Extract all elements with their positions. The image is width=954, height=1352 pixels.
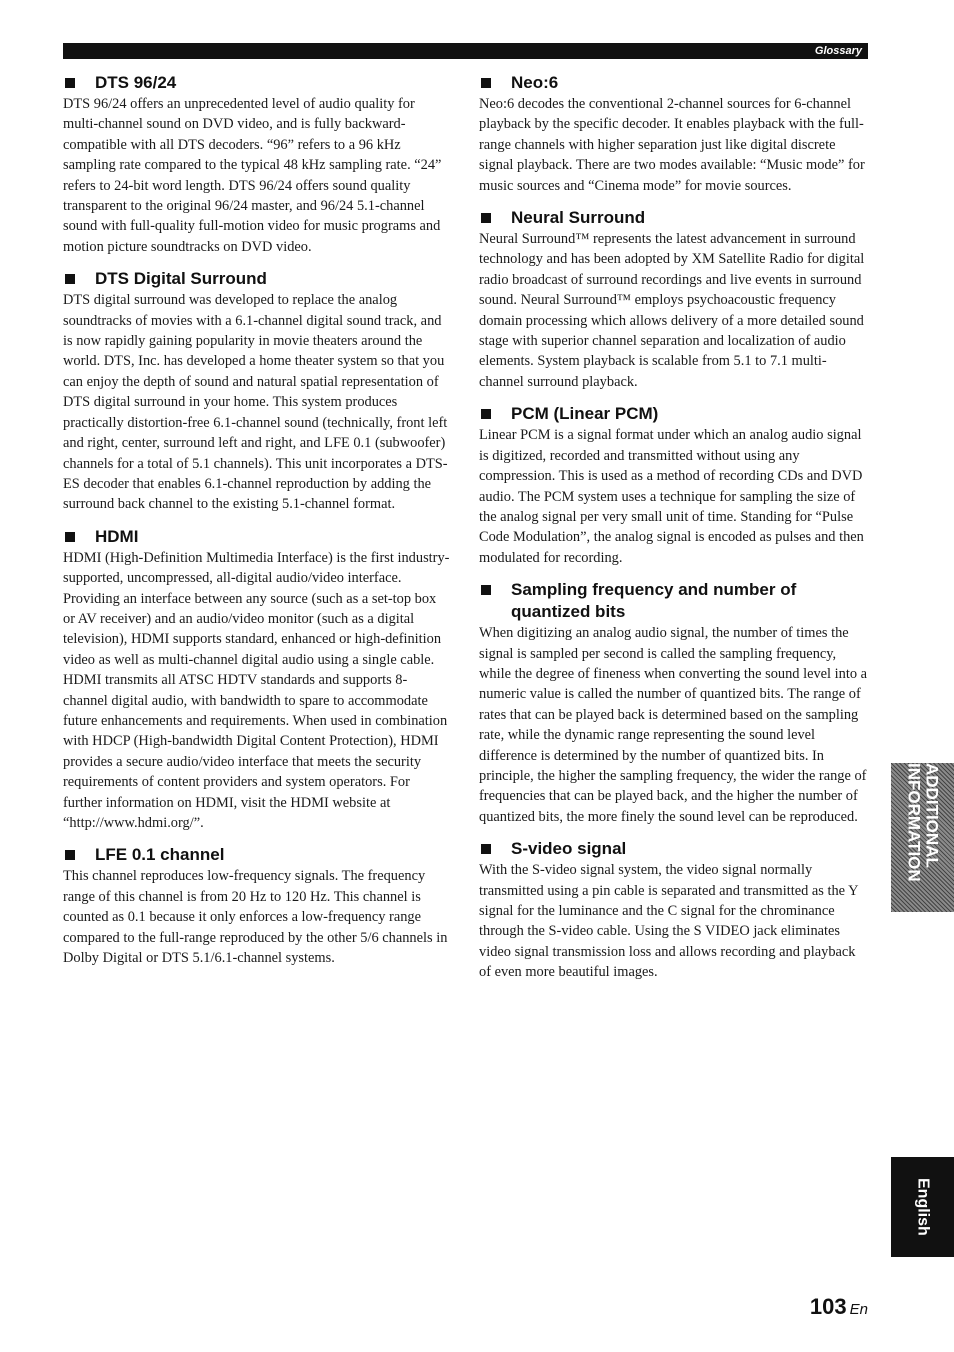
entry-title: Neural Surround: [479, 207, 868, 229]
glossary-entry-sampling-frequency: [479, 579, 868, 827]
glossary-entry-dts-digital-surround: [63, 268, 451, 514]
right-column: [479, 72, 868, 994]
entry-title: DTS 96/24: [63, 72, 451, 94]
entry-body: DTS digital surround was developed to replace the analog soundtracks of movies with a 6.1-channel digital sound track, and is now rapidly gaining popularity in movie theaters around the world. DTS, Inc. has developed a home theater system so that you can enjoy the depth of sound and natural spatial representation of DTS digital surround in your home. This system produces practically distortion-free 6.1-channel sound (technically, front left and right, center, surround left and right, and LFE 0.1 (subwoofer) channels for a total of 5.1 channels). This unit incorporates a DTS-ES decoder that enables 6.1-channel reproduction by adding the surround back channel to the existing 5.1-channel format.: [63, 292, 448, 513]
glossary-entry-pcm: [479, 403, 868, 568]
entry-body: When digitizing an analog audio signal, the number of times the signal is sampled per second is called the sampling frequency, while the degree of fineness when converting the sound level into a numeric value is called the number of quantized bits. The range of rates that can be played back is determined based on the sampling rate, while the dynamic range representing the sound level difference is determined by the number of quantized bits. In principle, the higher the sampling frequency, the wider the range of frequencies that can be played back, and the higher the number of quantized bits, the more finely the sound level can be reproduced.: [479, 625, 868, 825]
header-label: Glossary: [814, 45, 862, 57]
entry-body: This channel reproduces low-frequency signals. The frequency range of this channel is from 20 Hz to 120 Hz. This channel is counted as 0.1 because it only enforces a low-frequency range compared to the full-range reproduced by the other 5/6 channels in Dolby Digital or DTS 5.1/6.1-channel systems.: [63, 868, 448, 967]
additional-information-label: ADDITIONAL INFORMATION: [904, 763, 942, 882]
entry-body: With the S-video signal system, the video signal normally transmitted using a pin cable is separated and transmitted as the Y signal for the luminance and the C signal for the chrominance through the S-video cable. Using the S VIDEO jack eliminates video signal transmission loss and allows recording and playback of even more beautiful images.: [479, 862, 858, 981]
additional-information-tab: [891, 763, 954, 912]
glossary-entry-neural-surround: [479, 207, 868, 392]
page-number-value: 103: [809, 1294, 847, 1319]
entry-title: LFE 0.1 channel: [63, 844, 451, 866]
entry-body: DTS 96/24 offers an unprecedented level of audio quality for multi-channel sound on DVD video, and is fully backward-compatible with all DTS decoders. “96” refers to a 96 kHz sampling rate compared to the typical 48 kHz sampling rate. “24” refers to 24-bit word length. DTS 96/24 offers sound quality transparent to the original 96/24 master, and 96/24 5.1-channel sound with full-quality full-motion video for music programs and motion picture soundtracks on DVD video.: [63, 96, 442, 255]
glossary-entry-s-video: [479, 838, 868, 982]
page-number: [810, 1294, 868, 1320]
entry-body: Neural Surround™ represents the latest advancement in surround technology and has been adopted by XM Satellite Radio for digital radio broadcast of surround recordings and live events in surround sound. Neural Surround™ employs psychoacoustic frequency domain processing which allows delivery of a more detailed sound stage with superior channel separation and localization of audio elements. System playback is scalable from 5.1 to 7.1 multi-channel surround playback.: [479, 231, 865, 390]
entry-title: PCM (Linear PCM): [479, 403, 868, 425]
glossary-entry-lfe: [63, 844, 451, 968]
page-language: En: [849, 1301, 868, 1318]
entry-body: Linear PCM is a signal format under which an analog audio signal is digitized, recorded and transmitted without using any compression. This is used as a method of recording CDs and DVD audio. The PCM system uses a technique for sampling the size of the analog signal per very small unit of time. Standing for “Pulse Code Modulation”, the analog signal is encoded as pulses and then modulated for recording.: [479, 427, 864, 566]
entry-body: Neo:6 decodes the conventional 2-channel sources for 6-channel playback by the specific decoder. It enables playback with the full-range channels with higher separation just like digital discrete signal playback. There are two modes available: “Music mode” for music sources and “Cinema mode” for movie sources.: [479, 96, 865, 194]
english-tab: [891, 1157, 954, 1257]
entry-title: Sampling frequency and number of quantized bits: [479, 579, 868, 623]
entry-title: DTS Digital Surround: [63, 268, 451, 290]
glossary-entry-dts-96-24: [63, 72, 451, 257]
entry-body: HDMI (High-Definition Multimedia Interface) is the first industry-supported, uncompressed, all-digital audio/video interface. Providing an interface between any source (such as a set-top box or AV receiver) and an audio/video monitor (such as a digital television), HDMI supports standard, enhanced or high-definition video as well as multi-channel digital audio using a single cable. HDMI transmits all ATSC HDTV standards and supports 8-channel digital audio, with bandwidth to spare to accommodate future enhancements and requirements. When used in combination with HDCP (High-bandwidth Digital Content Protection), HDMI provides a secure audio/video interface that meets the security requirements of content providers and system operators. For further information on HDMI, visit the HDMI website at “http://www.hdmi.org/”.: [63, 549, 450, 831]
entry-title: S-video signal: [479, 838, 868, 860]
header-bar: [63, 43, 868, 59]
entry-title: HDMI: [63, 526, 451, 548]
english-label: English: [914, 1178, 932, 1236]
left-column: [63, 72, 451, 979]
entry-title: Neo:6: [479, 72, 868, 94]
glossary-entry-hdmi: [63, 526, 451, 834]
glossary-entry-neo6: [479, 72, 868, 196]
